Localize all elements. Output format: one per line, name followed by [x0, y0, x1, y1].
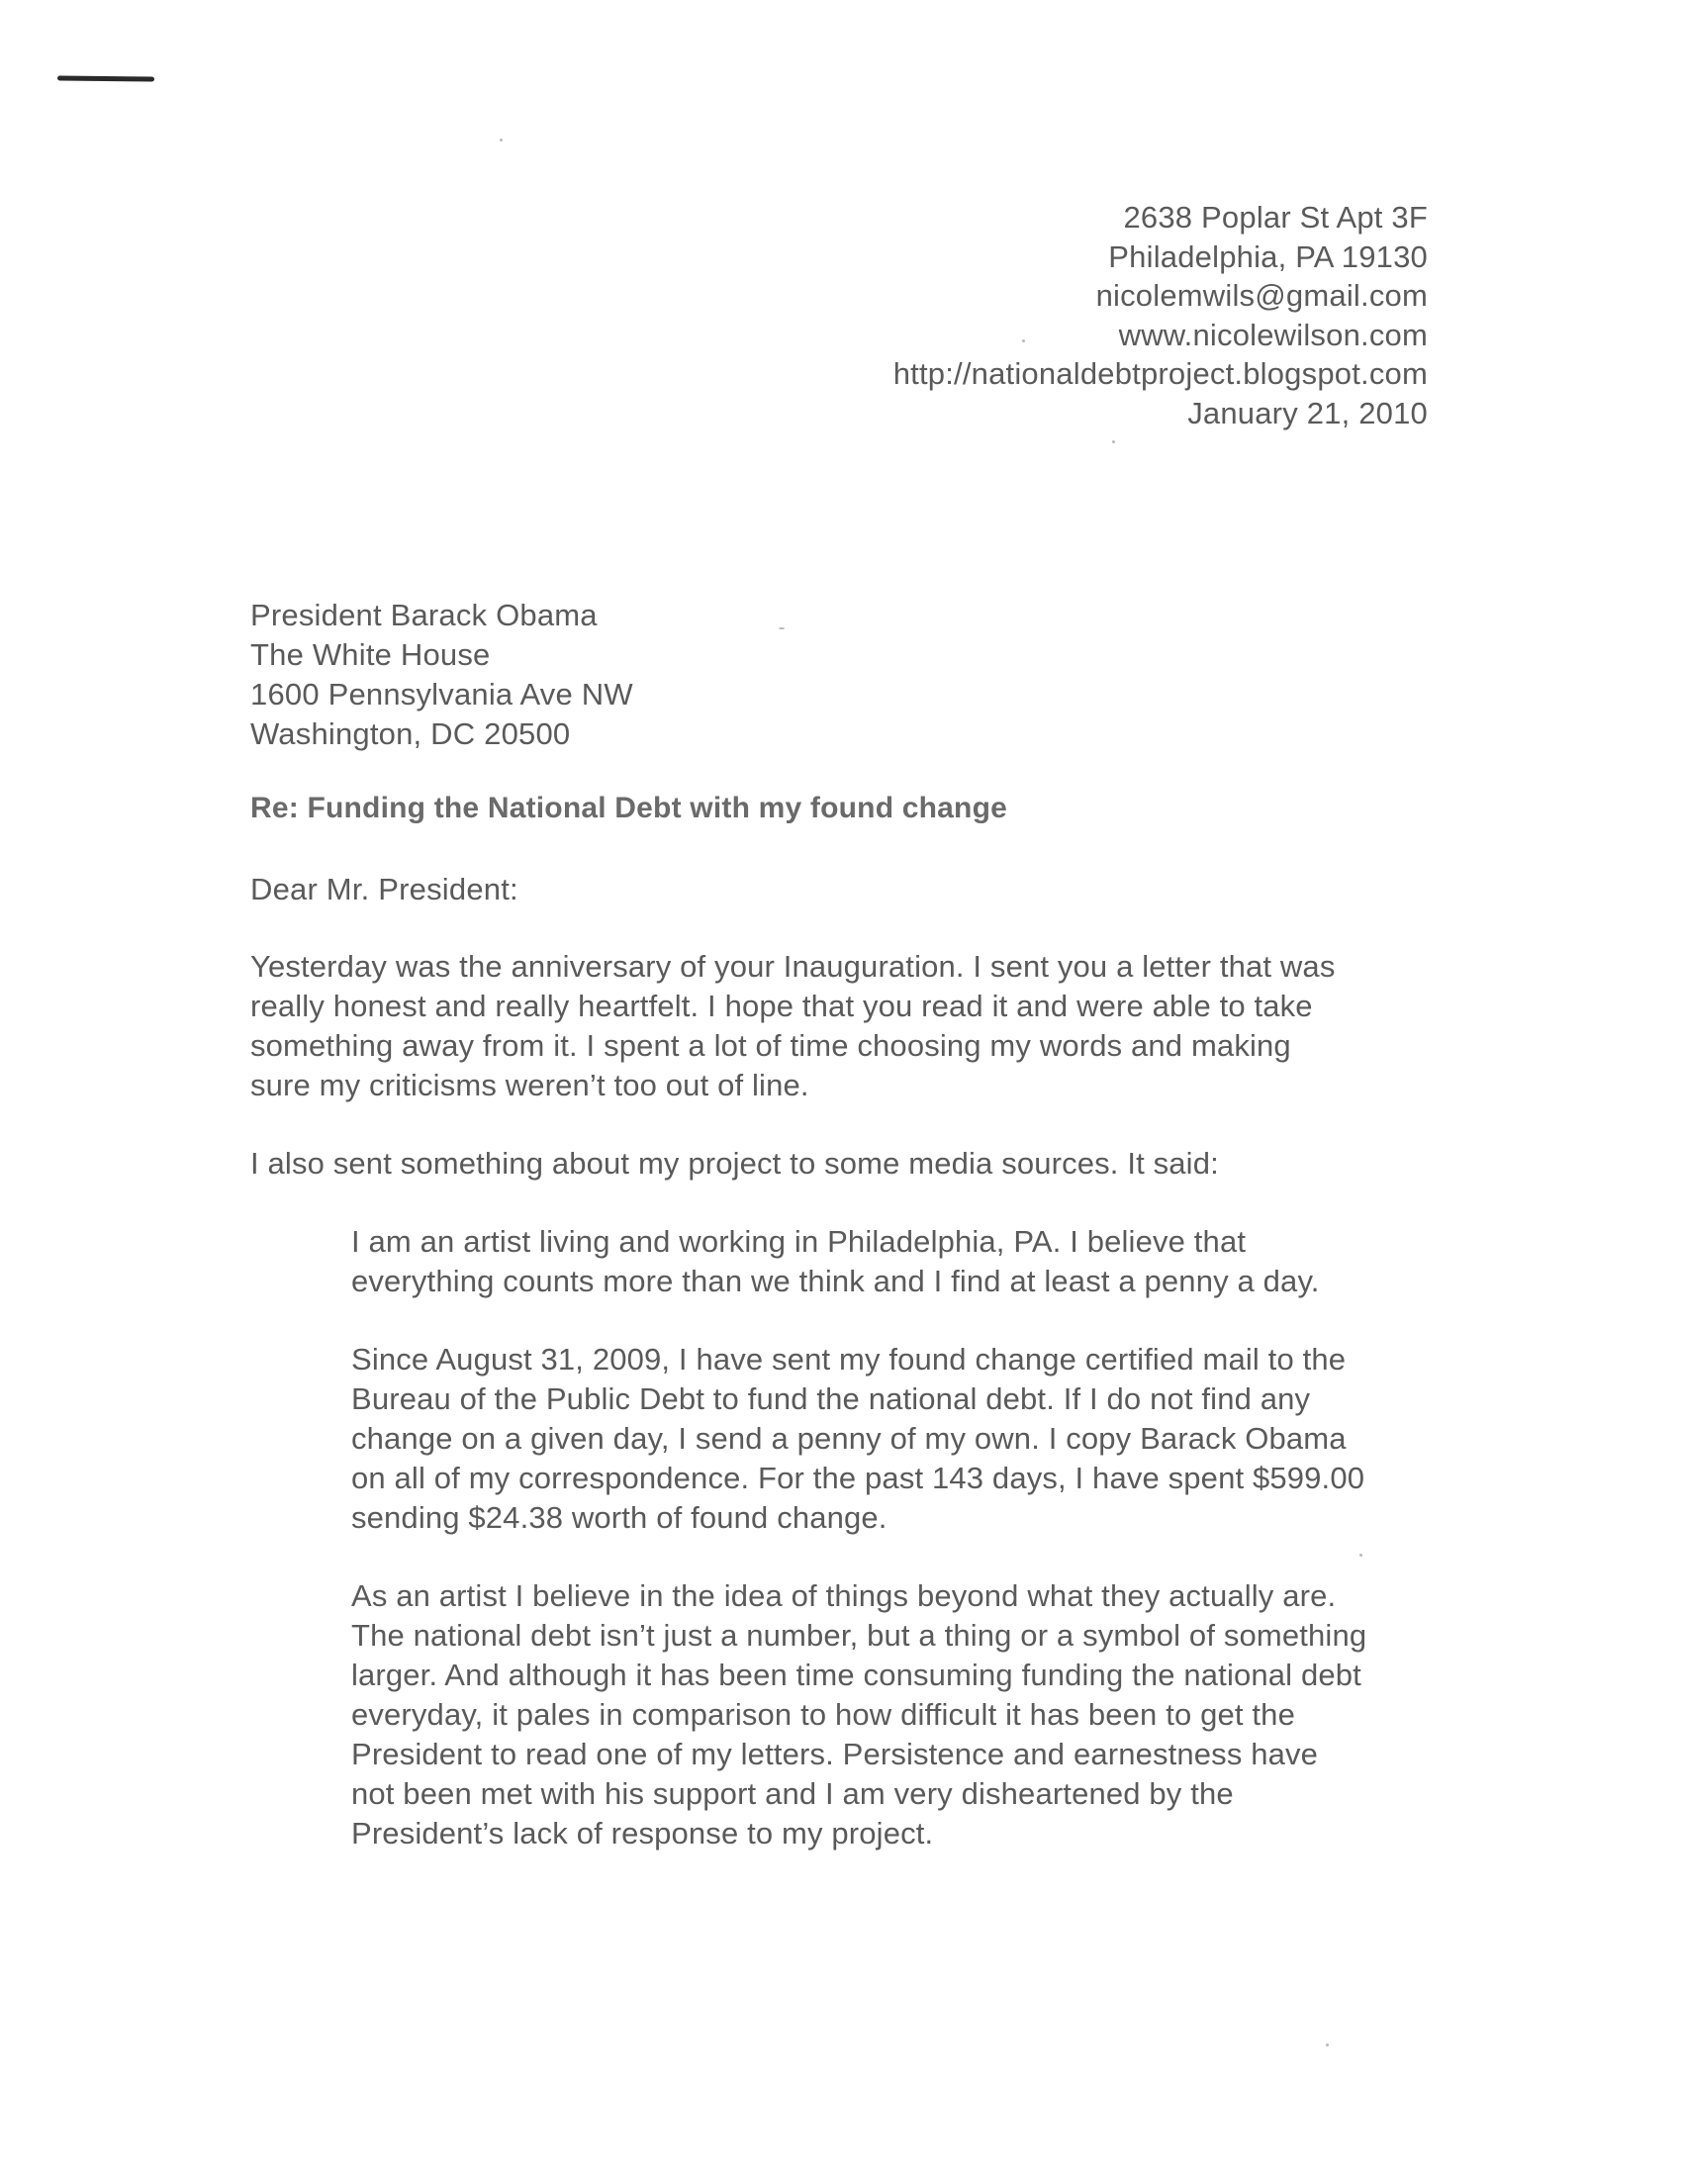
sender-city: Philadelphia, PA 19130	[1108, 238, 1428, 274]
recipient-street: 1600 Pennsylvania Ave NW	[250, 677, 633, 712]
quote-line: sending $24.38 worth of found change.	[351, 1500, 888, 1535]
body-line: Yesterday was the anniversary of your Inauguration. I sent you a letter that was	[250, 949, 1336, 984]
scan-speck	[500, 139, 503, 142]
quote-line: I am an artist living and working in Philadelphia, PA. I believe that	[351, 1224, 1247, 1259]
sender-street: 2638 Poplar St Apt 3F	[1123, 200, 1428, 235]
quote-paragraph-2	[351, 1340, 1364, 1538]
body-paragraph-2	[250, 1144, 1219, 1184]
staple-mark	[57, 75, 154, 81]
body-line: sure my criticisms weren’t too out of line.	[250, 1068, 809, 1102]
sender-email: nicolemwils@gmail.com	[1095, 278, 1428, 313]
quote-line: larger. And although it has been time consuming funding the national debt	[351, 1658, 1361, 1692]
quote-line: President’s lack of response to my project.	[351, 1816, 934, 1851]
quote-line: everyday, it pales in comparison to how difficult it has been to get the	[351, 1697, 1295, 1732]
letter-date: January 21, 2010	[1187, 395, 1428, 430]
quote-line: President to read one of my letters. Persistence and earnestness have	[351, 1737, 1319, 1771]
quote-line: As an artist I believe in the idea of things beyond what they actually are.	[351, 1578, 1337, 1613]
recipient-address-block	[250, 596, 633, 754]
body-paragraph-1	[250, 947, 1335, 1105]
subject-line: Re: Funding the National Debt with my found change	[250, 792, 1007, 824]
quote-line: on all of my correspondence. For the past 143 days, I have spent $599.00	[351, 1461, 1365, 1495]
body-line: I also sent something about my project to some media sources. It said:	[250, 1146, 1219, 1181]
scan-speck	[1112, 440, 1115, 443]
recipient-organization: The White House	[250, 637, 491, 672]
quote-line: not been met with his support and I am very disheartened by the	[351, 1776, 1234, 1811]
sender-address-block	[893, 198, 1428, 432]
scan-speck	[1326, 2043, 1329, 2046]
quote-line: The national debt isn’t just a number, but a thing or a symbol of something	[351, 1618, 1367, 1653]
quote-line: everything counts more than we think and I find at least a penny a day.	[351, 1264, 1320, 1298]
quote-line: change on a given day, I send a penny of my own. I copy Barack Obama	[351, 1421, 1347, 1456]
recipient-name: President Barack Obama	[250, 598, 598, 632]
salutation: Dear Mr. President:	[250, 872, 518, 906]
quote-line: Bureau of the Public Debt to fund the national debt. If I do not find any	[351, 1381, 1311, 1416]
sender-blog: http://nationaldebtproject.blogspot.com	[892, 356, 1428, 391]
sender-website: www.nicolewilson.com	[1118, 317, 1428, 352]
scan-speck	[779, 627, 785, 629]
scan-speck	[1359, 1554, 1362, 1557]
recipient-city: Washington, DC 20500	[250, 716, 571, 751]
quote-paragraph-1	[351, 1222, 1320, 1301]
body-line: something away from it. I spent a lot of time choosing my words and making	[250, 1028, 1291, 1063]
quote-paragraph-3	[351, 1576, 1366, 1853]
body-line: really honest and really heartfelt. I hope that you read it and were able to take	[250, 989, 1313, 1023]
quote-line: Since August 31, 2009, I have sent my found change certified mail to the	[351, 1342, 1347, 1377]
